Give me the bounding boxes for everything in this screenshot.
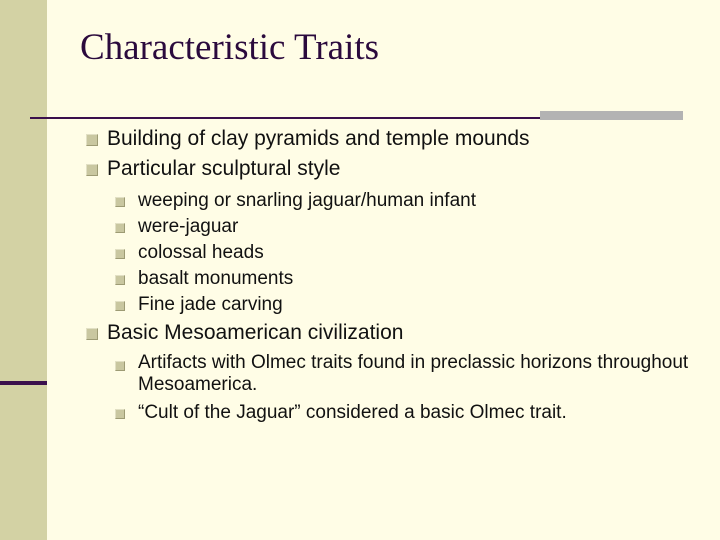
slide-body bbox=[85, 124, 705, 426]
square-bullet-icon bbox=[115, 223, 125, 233]
sub-bullet-text: basalt monuments bbox=[138, 268, 294, 289]
square-bullet-icon bbox=[115, 409, 125, 419]
bullet-item bbox=[85, 318, 705, 348]
sidebar-accent-bar bbox=[0, 381, 47, 385]
bullet-text: Basic Mesoamerican civilization bbox=[107, 321, 404, 344]
sub-bullet-text: “Cult of the Jaguar” considered a basic Olmec trait. bbox=[138, 402, 567, 423]
slide-sidebar bbox=[0, 0, 47, 540]
sub-bullet-item bbox=[85, 240, 705, 266]
square-bullet-icon bbox=[86, 134, 98, 146]
square-bullet-icon bbox=[115, 249, 125, 259]
sub-bullet-item bbox=[85, 400, 705, 426]
square-bullet-icon bbox=[115, 361, 125, 371]
square-bullet-icon bbox=[86, 328, 98, 340]
sub-bullet-item bbox=[85, 292, 705, 318]
bullet-text: Building of clay pyramids and temple mounds bbox=[107, 127, 530, 150]
square-bullet-icon bbox=[115, 197, 125, 207]
sub-bullet-item bbox=[85, 214, 705, 240]
slide-title: Characteristic Traits bbox=[80, 27, 380, 68]
title-divider-accent bbox=[540, 111, 683, 120]
sub-bullet-item bbox=[85, 188, 705, 214]
sub-bullet-item bbox=[85, 266, 705, 292]
sub-bullet-text: colossal heads bbox=[138, 242, 264, 263]
square-bullet-icon bbox=[115, 301, 125, 311]
sub-bullet-text: were-jaguar bbox=[138, 216, 239, 237]
sub-bullet-text: weeping or snarling jaguar/human infant bbox=[138, 190, 476, 211]
square-bullet-icon bbox=[86, 164, 98, 176]
sub-bullet-item bbox=[85, 352, 705, 396]
sub-bullet-text: Artifacts with Olmec traits found in preclassic horizons throughout Mesoamerica. bbox=[138, 352, 689, 395]
bullet-text: Particular sculptural style bbox=[107, 157, 341, 180]
bullet-item bbox=[85, 124, 705, 154]
sub-bullet-text: Fine jade carving bbox=[138, 294, 283, 315]
bullet-item bbox=[85, 154, 705, 184]
square-bullet-icon bbox=[115, 275, 125, 285]
